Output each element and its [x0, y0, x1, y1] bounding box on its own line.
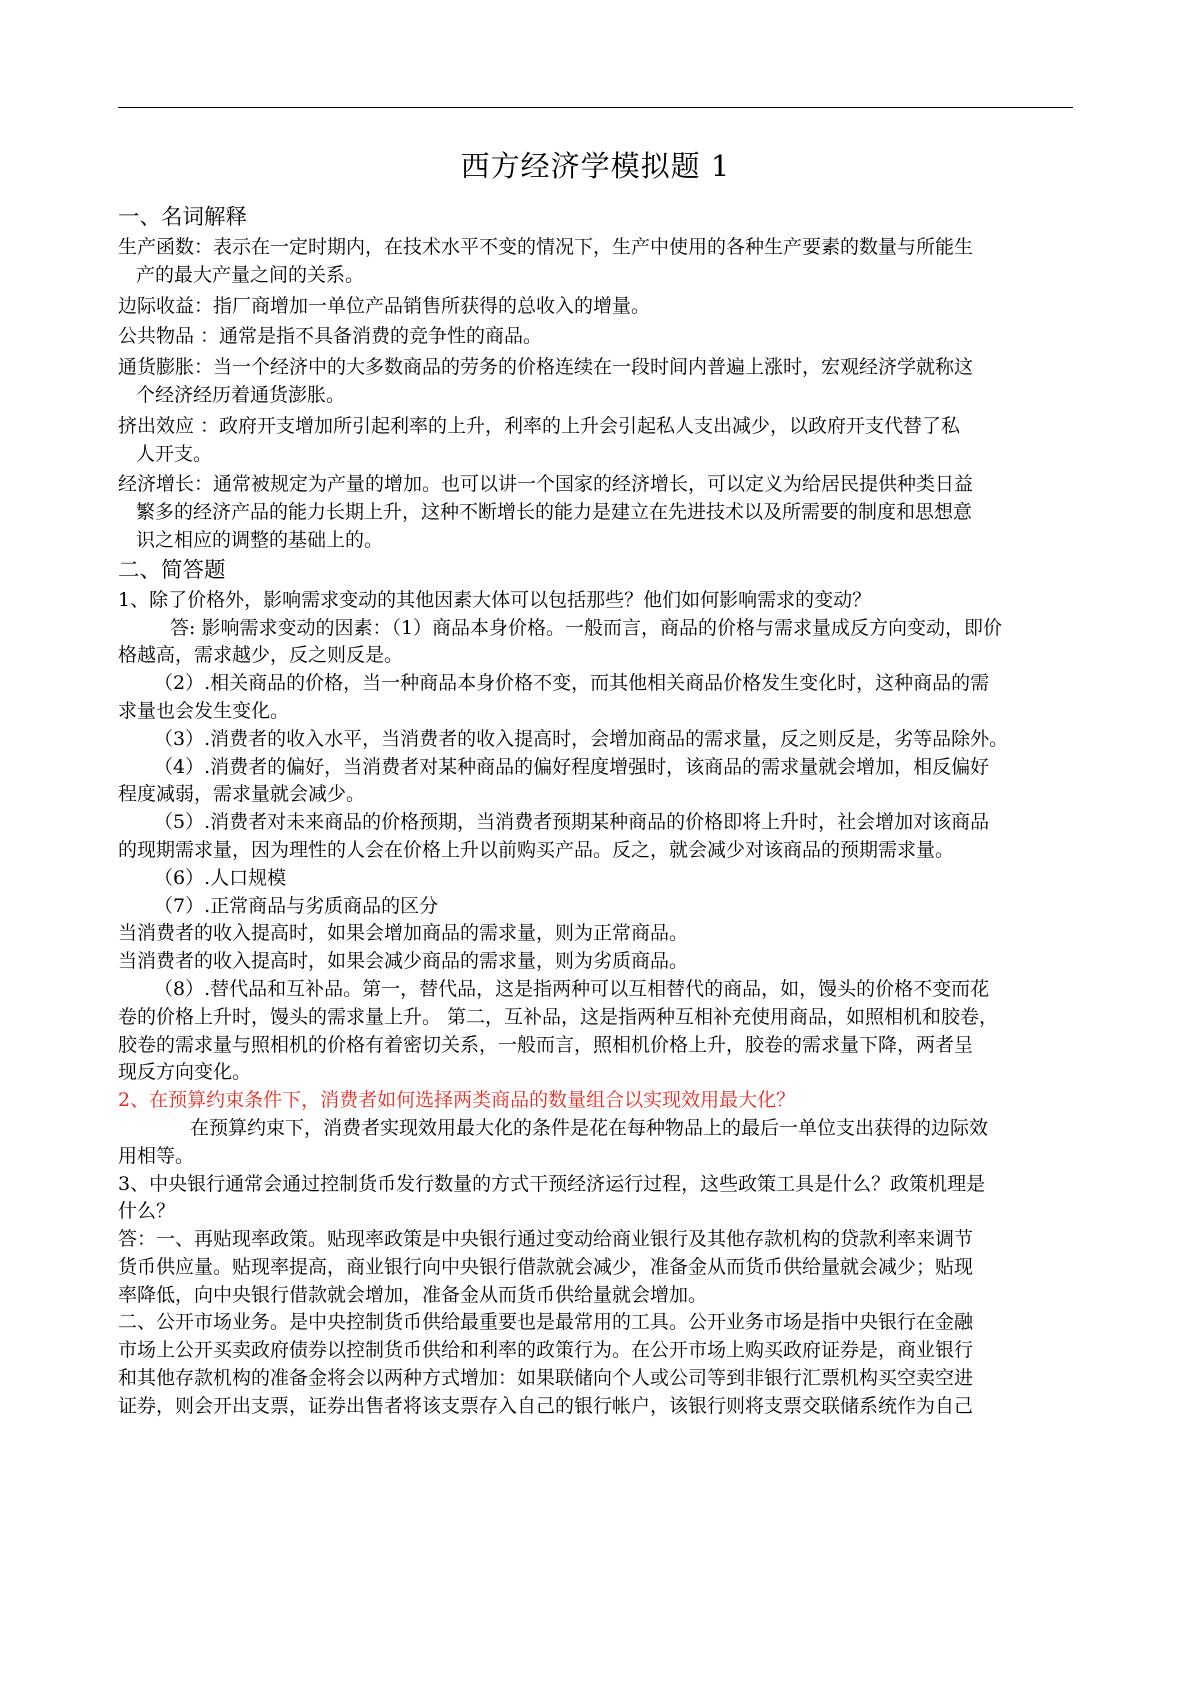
document-body — [118, 202, 1073, 1421]
section-heading-short-answer: 二、简答题 — [118, 557, 226, 583]
answer-line: 胶卷的需求量与照相机的价格有着密切关系，一般而言，照相机价格上升，胶卷的需求量下降，两者呈 — [118, 1033, 974, 1056]
definition-line: 边际收益：指厂商增加一单位产品销售所获得的总收入的增量。 — [118, 294, 651, 317]
answer-line: 卷的价格上升时，馒头的需求量上升。 第二，互补品，这是指两种互相补充使用商品，如照相机和胶卷， — [118, 1005, 999, 1028]
question-line: 什么？ — [118, 1200, 176, 1223]
answer-line: （2）.相关商品的价格，当一种商品本身价格不变，而其他相关商品价格发生变化时，这种商品的需 — [154, 672, 990, 695]
page-title: 西方经济学模拟题 1 — [460, 149, 731, 183]
answer-line: 求量也会发生变化。 — [118, 699, 290, 722]
answer-line: 在预算约束下，消费者实现效用最大化的条件是花在每种物品上的最后一单位支出获得的边际效 — [190, 1116, 989, 1139]
answer-line: 现反方向变化。 — [118, 1061, 252, 1084]
definition-line: 通货膨胀：当一个经济中的大多数商品的劳务的价格连续在一段时间内普遍上涨时，宏观经济学就称这 — [118, 356, 974, 379]
answer-line: （5）.消费者对未来商品的价格预期，当消费者预期某种商品的价格即将上升时，社会增加对该商品 — [154, 811, 990, 834]
answer-line: 答: 影响需求变动的因素：（1）商品本身价格。一般而言，商品的价格与需求量成反方向变动，即价 — [170, 616, 1003, 639]
definition-line: 识之相应的调整的基础上的。 — [136, 528, 384, 551]
answer-line: （6）.人口规模 — [154, 866, 287, 889]
definition-line: 产的最大产量之间的关系。 — [136, 263, 365, 286]
section-heading-definitions: 一、名词解释 — [118, 205, 248, 230]
question-line: 1、除了价格外，影响需求变动的其他因素大体可以包括那些？他们如何影响需求的变动？ — [118, 588, 872, 611]
answer-line: （7）.正常商品与劣质商品的区分 — [154, 894, 439, 917]
answer-line: 答：一、再贴现率政策。贴现率政策是中央银行通过变动给商业银行及其他存款机构的贷款利率来调节 — [118, 1228, 974, 1251]
definition-line: 生产函数：表示在一定时期内，在技术水平不变的情况下，生产中使用的各种生产要素的数量与所能生 — [118, 236, 974, 258]
answer-line: 的现期需求量，因为理性的人会在价格上升以前购买产品。反之，就会减少对该商品的预期需求量。 — [118, 838, 955, 861]
definition-line: 繁多的经济产品的能力长期上升，这种不断增长的能力是建立在先进技术以及所需要的制度和思想意 — [136, 501, 973, 524]
answer-line: 格越高，需求越少，反之则反是。 — [118, 644, 404, 667]
answer-line: 证券，则会开出支票，证券出售者将该支票存入自己的银行帐户，该银行则将支票交联储系统作为自己 — [118, 1394, 974, 1417]
definition-line: 公共物品 ：通常是指不具备消费的竞争性的商品。 — [118, 325, 543, 348]
answer-line: （4）.消费者的偏好，当消费者对某种商品的偏好程度增强时，该商品的需求量就会增加，相反偏好 — [154, 755, 990, 778]
header-rule — [118, 107, 1073, 108]
answer-line: （3）.消费者的收入水平，当消费者的收入提高时，会增加商品的需求量，反之则反是，劣等品除外。 — [154, 727, 1009, 750]
answer-line: （8）.替代品和互补品。第一，替代品，这是指两种可以互相替代的商品，如，馒头的价格不变而花 — [154, 977, 990, 1000]
answer-line: 程度减弱，需求量就会减少。 — [118, 783, 366, 806]
answer-line: 当消费者的收入提高时，如果会增加商品的需求量，则为正常商品。 — [118, 922, 689, 945]
highlighted-question-line: 2、在预算约束条件下，消费者如何选择两类商品的数量组合以实现效用最大化？ — [118, 1089, 796, 1112]
answer-line: 和其他存款机构的准备金将会以两种方式增加：如果联储向个人或公司等到非银行汇票机构买空卖空进 — [118, 1367, 974, 1390]
answer-line: 二、公开市场业务。是中央控制货币供给最重要也是最常用的工具。公开业务市场是指中央银行在金融 — [118, 1311, 974, 1334]
answer-line: 用相等。 — [118, 1144, 195, 1167]
definition-line: 经济增长：通常被规定为产量的增加。也可以讲一个国家的经济增长，可以定义为给居民提供种类日益 — [118, 473, 974, 496]
answer-line: 当消费者的收入提高时，如果会减少商品的需求量，则为劣质商品。 — [118, 950, 689, 973]
definition-line: 个经济经历着通货澎胀。 — [136, 383, 346, 406]
question-line: 3、中央银行通常会通过控制货币发行数量的方式干预经济运行过程，这些政策工具是什么？政策机理是 — [118, 1172, 986, 1195]
answer-line: 货币供应量。贴现率提高，商业银行向中央银行借款就会减少，准备金从而货币供给量就会减少；贴现 — [118, 1255, 974, 1278]
definition-line: 人开支。 — [136, 442, 213, 465]
definition-line: 挤出效应 ：政府开支增加所引起利率的上升，利率的上升会引起私人支出减少，以政府开支代替了私 — [118, 414, 961, 437]
answer-line: 市场上公开买卖政府债券以控制货币供给和利率的政策行为。在公开市场上购买政府证券是，商业银行 — [118, 1339, 974, 1362]
answer-line: 率降低，向中央银行借款就会增加，准备金从而货币供给量就会增加。 — [118, 1283, 708, 1306]
